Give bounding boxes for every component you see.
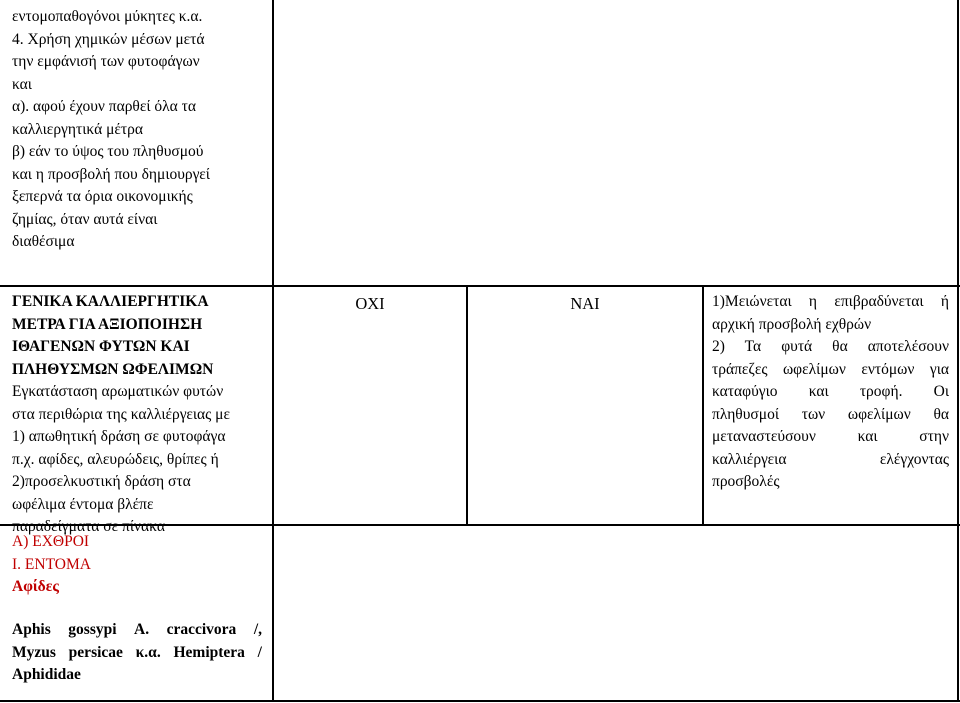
- measures-body-line: ωφέλιμα έντομα βλέπε: [12, 495, 154, 513]
- measures-body-line: π.χ. αφίδες, αλευρώδεις, θρίπες ή: [12, 450, 219, 468]
- row1-line: και: [12, 75, 32, 93]
- measures-heading: ΙΘΑΓΕΝΩΝ ΦΥΤΩΝ ΚΑΙ: [12, 338, 190, 355]
- row1-line: εντομοπαθογόνοι μύκητες κ.α.: [12, 8, 203, 25]
- enemies-heading: Α) ΕΧΘΡΟΙ: [12, 533, 90, 550]
- row1-text-cell: [12, 6, 267, 254]
- row1-line: ζημίας, όταν αυτά είναι: [12, 210, 158, 228]
- measures-heading: ΠΛΗΘΥΣΜΩΝ ΩΦΕΛΙΜΩΝ: [12, 360, 214, 378]
- row1-line: ξεπερνά τα όρια οικονομικής: [12, 188, 193, 205]
- species-line: Myzus persicae κ.α. Hemiptera /: [12, 643, 262, 661]
- effects-line: 1)Μειώνεται η επιβραδύνεται ή: [712, 293, 949, 310]
- answer-yes: ΝΑΙ: [570, 294, 600, 313]
- aphids-heading: Αφίδες: [12, 578, 59, 595]
- effects-line: προσβολές: [712, 473, 780, 490]
- measures-cell: [12, 291, 267, 539]
- table-right-border: [957, 0, 959, 702]
- column-divider-1: [272, 0, 274, 702]
- insects-heading: Ι. ΕΝΤΟΜΑ: [12, 555, 91, 573]
- row-divider-1: [0, 285, 960, 287]
- effects-line: καλλιέργεια ελέγχοντας: [712, 450, 949, 468]
- row1-line: α). αφού έχουν παρθεί όλα τα: [12, 98, 197, 115]
- row1-line: καλλιεργητικά μέτρα: [12, 120, 143, 138]
- answer-no: ΟΧΙ: [355, 294, 385, 313]
- effects-line: πληθυσμοί των ωφελίμων θα: [712, 405, 949, 423]
- row1-line: β) εάν το ύψος του πληθυσμού: [12, 143, 204, 160]
- species-line: Aphis gossypi Α. craccivora /,: [12, 621, 262, 638]
- effects-line: τράπεζες ωφελίμων εντόμων για: [712, 360, 949, 378]
- row1-line: και η προσβολή που δημιουργεί: [12, 165, 210, 183]
- column-divider-2: [466, 285, 468, 526]
- species-line: Aphididae: [12, 666, 81, 683]
- effects-line: αρχική προσβολή εχθρών: [712, 315, 872, 333]
- measures-body-line: Εγκατάσταση αρωματικών φυτών: [12, 383, 224, 400]
- measures-body-line: παραδείγματα σε πίνακα: [12, 518, 165, 535]
- species-cell: [12, 619, 262, 687]
- answer-yes-cell: [468, 293, 702, 316]
- effects-line: 2) Τα φυτά θα αποτελέσουν: [712, 338, 949, 355]
- measures-body-line: 2)προσελκυστική δράση στα: [12, 473, 191, 490]
- row1-line: 4. Χρήση χημικών μέσων μετά: [12, 30, 205, 48]
- effects-line: μεταναστεύσουν και στην: [712, 428, 949, 445]
- row1-line: διαθέσιμα: [12, 233, 75, 250]
- answer-no-cell: [274, 293, 466, 316]
- measures-heading: ΓΕΝΙΚΑ ΚΑΛΛΙΕΡΓΗΤΙΚΑ: [12, 293, 209, 310]
- measures-heading: ΜΕΤΡΑ ΓΙΑ ΑΞΙΟΠΟΙΗΣΗ: [12, 315, 203, 333]
- measures-body-line: 1) απωθητική δράση σε φυτοφάγα: [12, 428, 226, 445]
- row1-line: την εμφάνισή των φυτοφάγων: [12, 53, 200, 70]
- column-divider-3: [702, 285, 704, 526]
- measures-body-line: στα περιθώρια της καλλιέργειας με: [12, 405, 230, 423]
- effects-line: καταφύγιο και τροφή. Οι: [712, 383, 949, 400]
- table-bottom-border: [0, 700, 960, 702]
- effects-cell: [712, 291, 949, 494]
- enemies-cell: [12, 531, 267, 599]
